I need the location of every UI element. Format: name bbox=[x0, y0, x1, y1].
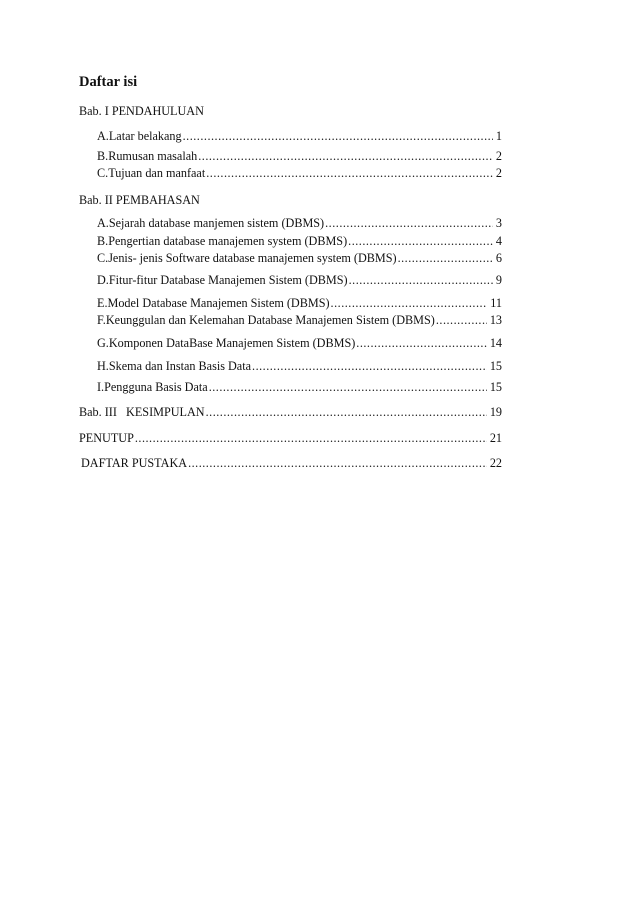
dot-leader bbox=[198, 148, 493, 164]
entry-page-number: 19 bbox=[489, 405, 502, 419]
chapter-heading-bab1: Bab. I PENDAHULUAN bbox=[79, 104, 204, 118]
entry-marker: A. bbox=[97, 129, 109, 143]
entry-page-number: 2 bbox=[495, 166, 502, 180]
entry-marker: B. bbox=[97, 149, 109, 163]
entry-title: Latar belakang bbox=[108, 129, 182, 143]
dot-leader bbox=[188, 455, 487, 471]
toc-entry-penutup bbox=[79, 430, 502, 446]
toc-entry bbox=[97, 358, 502, 374]
toc-entry bbox=[97, 379, 502, 395]
dot-leader bbox=[325, 215, 493, 231]
entry-page-number: 2 bbox=[495, 149, 502, 163]
dot-leader bbox=[252, 358, 487, 374]
dot-leader bbox=[209, 379, 487, 395]
entry-marker: B. bbox=[97, 234, 109, 248]
dot-leader bbox=[356, 335, 487, 351]
entry-marker: D. bbox=[97, 273, 109, 287]
toc-entry bbox=[97, 295, 502, 311]
toc-entry bbox=[97, 148, 502, 164]
entry-marker: G. bbox=[97, 336, 109, 350]
toc-entry bbox=[97, 165, 502, 181]
entry-title: Pengguna Basis Data bbox=[104, 380, 208, 394]
dot-leader bbox=[206, 404, 487, 420]
toc-entry-bab3 bbox=[79, 404, 502, 420]
entry-title: Tujuan dan manfaat bbox=[108, 166, 206, 180]
entry-title: Rumusan masalah bbox=[108, 149, 198, 163]
dot-leader bbox=[348, 233, 493, 249]
dot-leader bbox=[331, 295, 488, 311]
entry-marker: I. bbox=[97, 380, 105, 394]
entry-page-number: 13 bbox=[489, 313, 502, 327]
entry-page-number: 15 bbox=[489, 380, 502, 394]
entry-page-number: 3 bbox=[495, 216, 502, 230]
toc-entry bbox=[97, 215, 502, 231]
toc-entry bbox=[97, 312, 502, 328]
toc-title: Daftar isi bbox=[79, 74, 138, 90]
entry-title: Pengertian database manajemen system (DBMS) bbox=[108, 234, 348, 248]
entry-page-number: 21 bbox=[489, 431, 502, 445]
entry-marker: C. bbox=[97, 166, 109, 180]
dot-leader bbox=[349, 272, 493, 288]
entry-title: PENUTUP bbox=[79, 431, 134, 445]
dot-leader bbox=[398, 250, 493, 266]
entry-title: DAFTAR PUSTAKA bbox=[81, 456, 188, 470]
entry-title: Model Database Manajemen Sistem (DBMS) bbox=[107, 296, 330, 310]
entry-marker: F. bbox=[97, 313, 106, 327]
entry-title: Bab. III KESIMPULAN bbox=[79, 405, 205, 419]
dot-leader bbox=[436, 312, 487, 328]
entry-page-number: 9 bbox=[495, 273, 502, 287]
toc-entry bbox=[97, 128, 502, 144]
entry-marker: A. bbox=[97, 216, 109, 230]
entry-page-number: 22 bbox=[489, 456, 502, 470]
entry-title: Keunggulan dan Kelemahan Database Manajemen Sistem (DBMS) bbox=[105, 313, 435, 327]
entry-marker: C. bbox=[97, 251, 109, 265]
entry-marker: H. bbox=[97, 359, 109, 373]
dot-leader bbox=[206, 165, 493, 181]
entry-title: Komponen DataBase Manajemen Sistem (DBMS) bbox=[108, 336, 356, 350]
entry-title: Jenis- jenis Software database manajemen system (DBMS) bbox=[108, 251, 397, 265]
dot-leader bbox=[135, 430, 487, 446]
entry-page-number: 4 bbox=[495, 234, 502, 248]
entry-page-number: 6 bbox=[495, 251, 502, 265]
entry-title: Sejarah database manjemen sistem (DBMS) bbox=[108, 216, 325, 230]
entry-page-number: 1 bbox=[495, 129, 502, 143]
entry-page-number: 11 bbox=[490, 296, 502, 310]
toc-entry bbox=[97, 250, 502, 266]
entry-page-number: 15 bbox=[489, 359, 502, 373]
entry-page-number: 14 bbox=[489, 336, 502, 350]
entry-marker: E. bbox=[97, 296, 108, 310]
toc-entry bbox=[97, 272, 502, 288]
toc-entry bbox=[97, 233, 502, 249]
toc-entry bbox=[97, 335, 502, 351]
entry-title: Fitur-fitur Database Manajemen Sistem (DBMS) bbox=[108, 273, 348, 287]
toc-entry-daftar-pustaka bbox=[81, 455, 502, 471]
chapter-heading-bab2: Bab. II PEMBAHASAN bbox=[79, 193, 200, 207]
entry-title: Skema dan Instan Basis Data bbox=[108, 359, 252, 373]
dot-leader bbox=[183, 128, 493, 144]
